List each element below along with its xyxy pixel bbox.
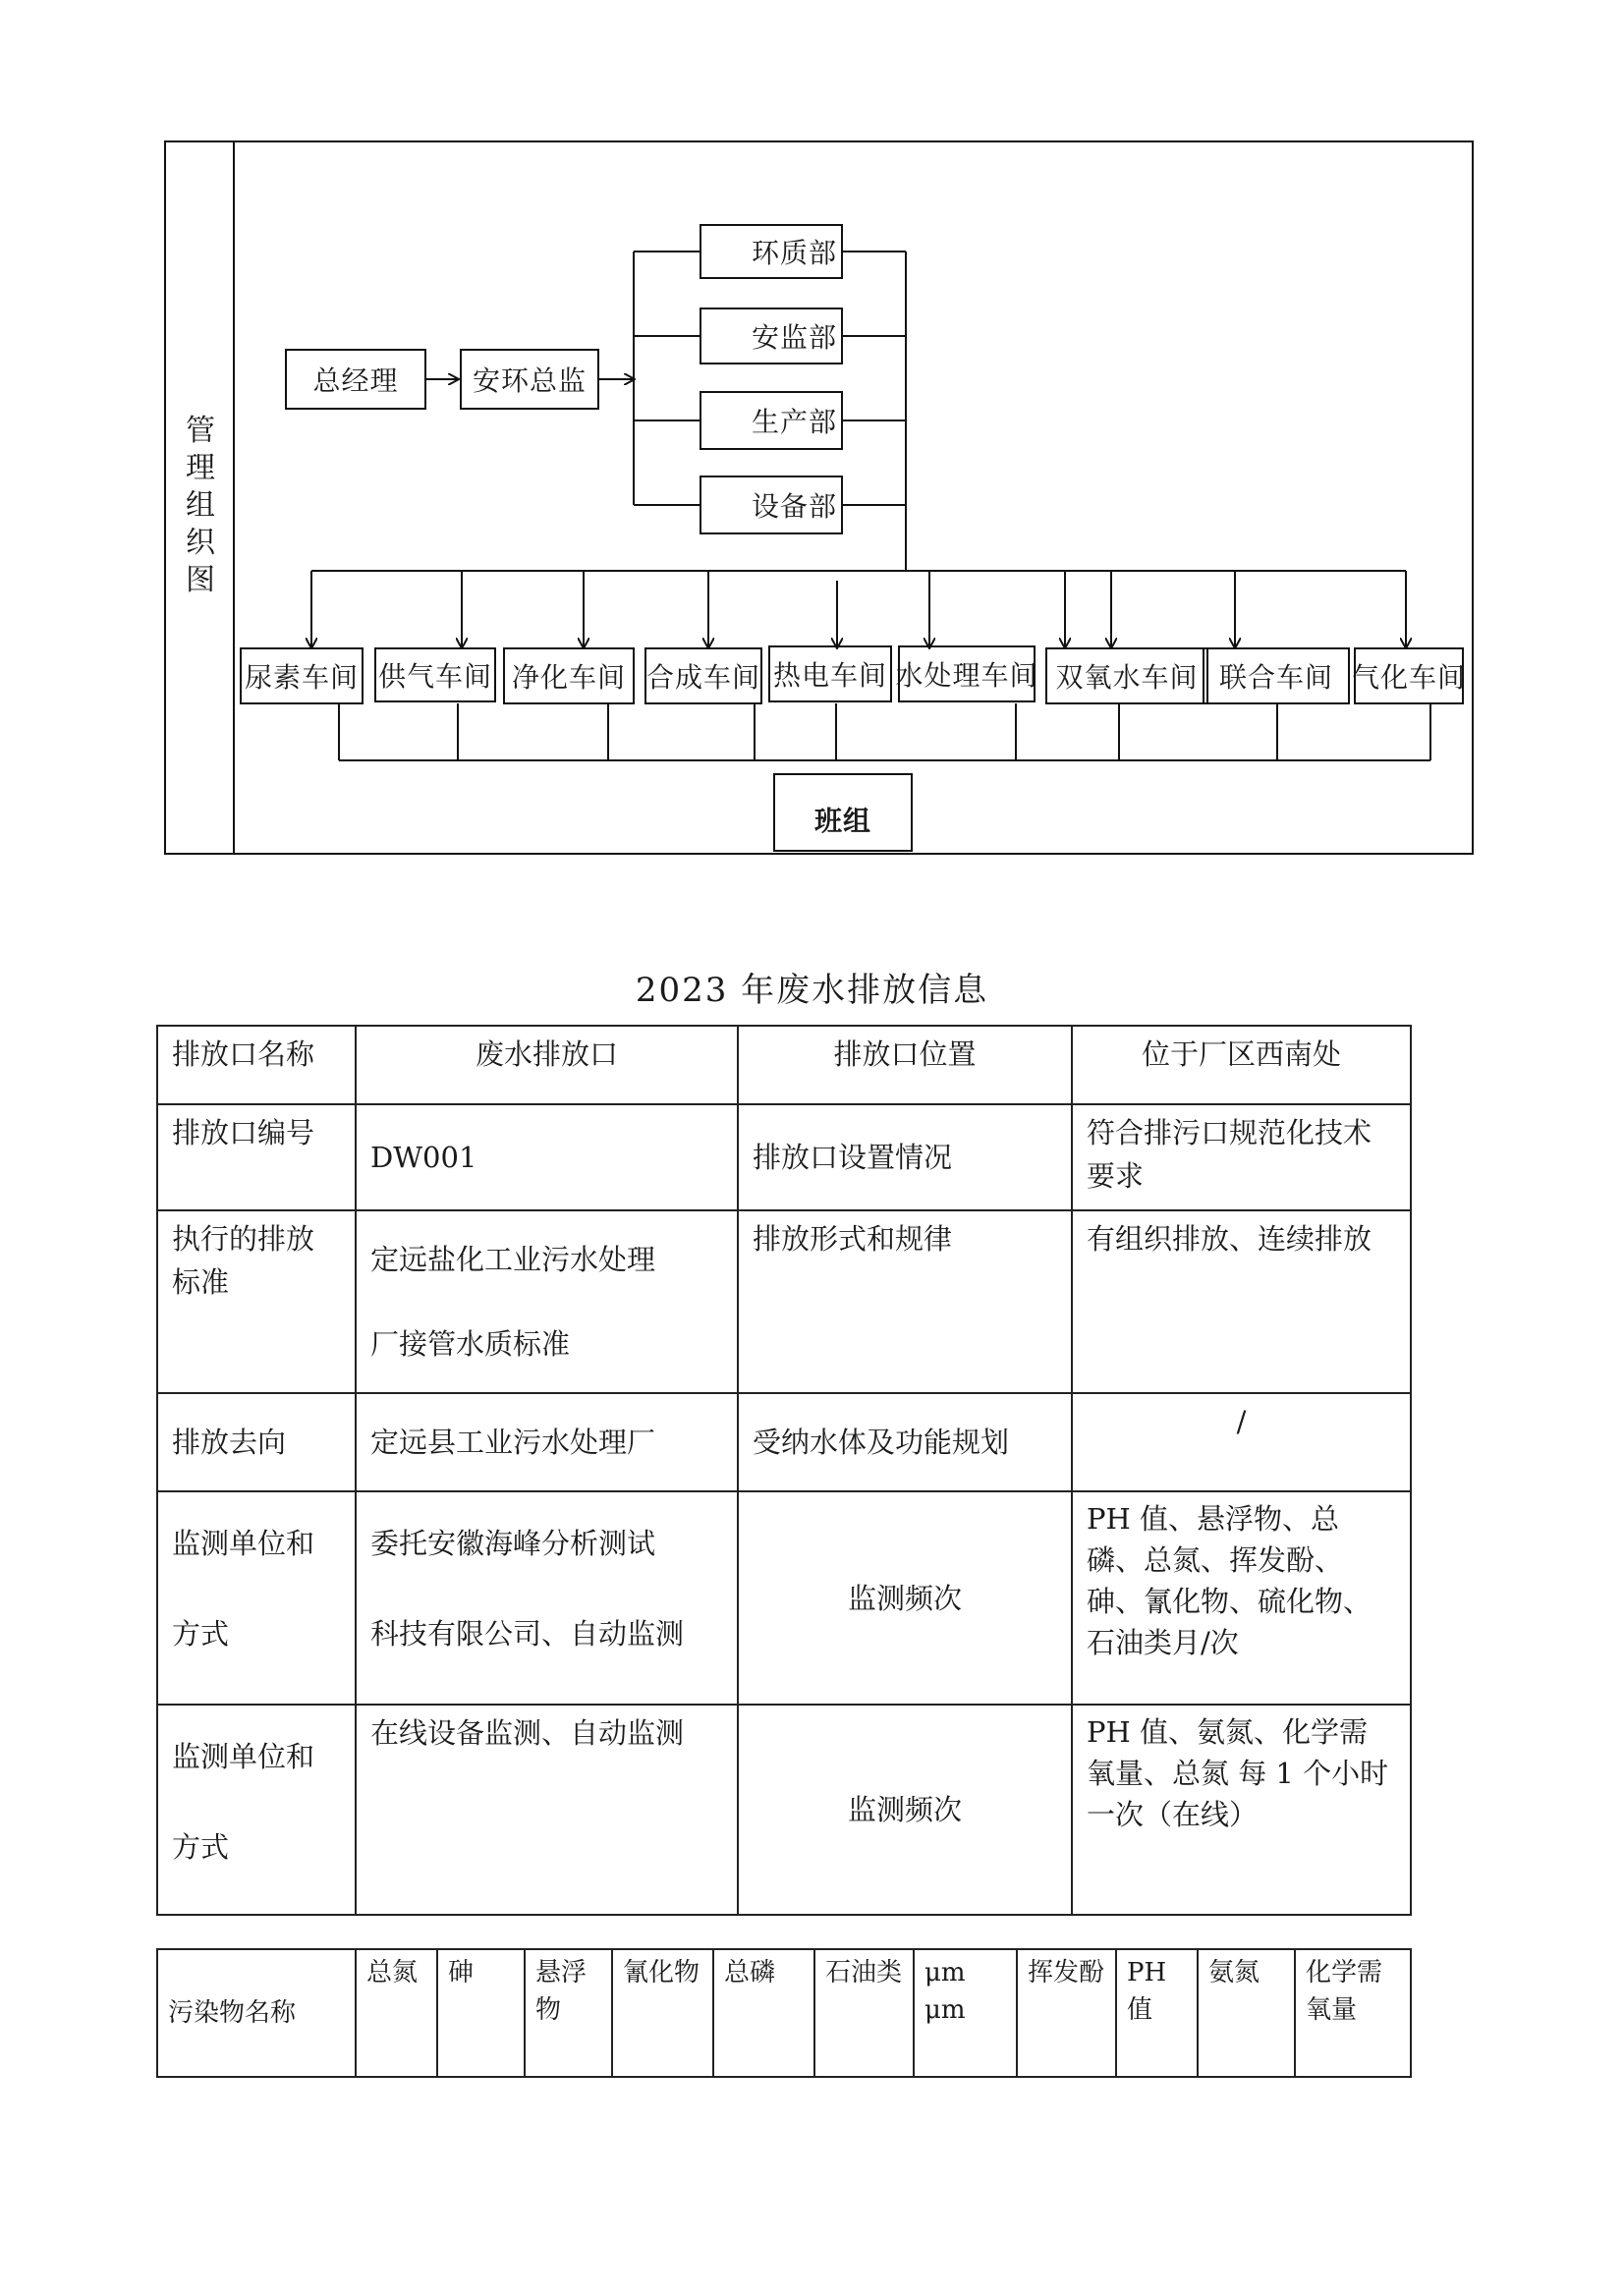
workshop-box-gasification xyxy=(1352,647,1467,704)
pollutant-cell: 总氮 xyxy=(356,1949,437,2077)
pollutant-cell: 挥发酚 xyxy=(1017,1949,1116,2077)
pollutant-header: 污染物名称 xyxy=(157,1949,356,2077)
workshop-box-hydrogen-peroxide xyxy=(1045,647,1208,704)
box-label: 热电车间 xyxy=(772,659,887,692)
pollutant-table xyxy=(156,1948,1412,2078)
table-row xyxy=(157,1104,1411,1210)
team-box xyxy=(773,773,913,852)
standard-label: 执行的排放标准 xyxy=(157,1210,356,1393)
monitoring-frequency-value: PH 值、氨氮、化学需氧量、总氮 每 1 个小时一次（在线） xyxy=(1072,1705,1411,1915)
box-label: 环质部 xyxy=(751,237,837,269)
outlet-setting-label: 排放口设置情况 xyxy=(738,1104,1072,1210)
outlet-number-value: DW001 xyxy=(356,1104,738,1210)
pollutant-cell: 石油类 xyxy=(814,1949,914,2077)
label-line: 监测单位和 xyxy=(172,1740,315,1773)
side-label-char: 管 xyxy=(186,414,215,448)
box-label: 总经理 xyxy=(312,364,399,397)
wastewater-info-table xyxy=(156,1025,1412,1916)
standard-value-line: 厂接管水质标准 xyxy=(370,1327,571,1361)
monitoring-frequency-value: PH 值、悬浮物、总磷、总氮、挥发酚、砷、氰化物、硫化物、石油类月/次 xyxy=(1072,1491,1411,1705)
outlet-setting-value: 符合排污口规范化技术要求 xyxy=(1072,1104,1411,1210)
org-chart-side-divider xyxy=(233,140,235,855)
monitoring-unit-value xyxy=(356,1491,738,1705)
receiving-water-value: / xyxy=(1072,1393,1411,1491)
destination-value: 定远县工业污水处理厂 xyxy=(356,1393,738,1491)
pollutant-cell: PH值 xyxy=(1116,1949,1198,2077)
side-label-char: 组 xyxy=(186,488,215,523)
side-label-char: 图 xyxy=(186,563,215,597)
org-chart-side-label xyxy=(177,413,224,599)
value-line: 科技有限公司、自动监测 xyxy=(370,1617,685,1651)
box-label: 水处理车间 xyxy=(895,659,1038,692)
workshop-box-joint xyxy=(1203,647,1350,704)
monitoring-frequency-label: 监测频次 xyxy=(738,1491,1072,1705)
wastewater-table-title: 2023 年废水排放信息 xyxy=(635,971,989,1010)
box-label: 净化车间 xyxy=(511,661,626,694)
workshop-box-gas-supply xyxy=(374,647,496,702)
outlet-name-label: 排放口名称 xyxy=(157,1026,356,1104)
monitoring-unit-value: 在线设备监测、自动监测 xyxy=(356,1705,738,1915)
value-line: 委托安徽海峰分析测试 xyxy=(370,1527,656,1560)
destination-label: 排放去向 xyxy=(157,1393,356,1491)
dept-box-equipment xyxy=(700,476,843,534)
monitoring-unit-label xyxy=(157,1491,356,1705)
pollutant-cell: 化学需氧量 xyxy=(1295,1949,1411,2077)
box-label: 合成车间 xyxy=(646,661,761,694)
box-label: 双氧水车间 xyxy=(1055,661,1199,694)
receiving-water-label: 受纳水体及功能规划 xyxy=(738,1393,1072,1491)
workshop-box-synthesis xyxy=(644,647,762,704)
standard-value xyxy=(356,1210,738,1393)
general-manager-box xyxy=(285,349,426,410)
discharge-form-label: 排放形式和规律 xyxy=(738,1210,1072,1393)
side-label-char: 织 xyxy=(186,526,215,560)
pollutant-cell: 氰化物 xyxy=(612,1949,713,2077)
monitoring-unit-label xyxy=(157,1705,356,1915)
dept-box-production xyxy=(700,391,843,450)
table-row xyxy=(157,1949,1411,2077)
box-label: 联合车间 xyxy=(1218,661,1333,694)
table-row xyxy=(157,1026,1411,1104)
workshop-box-water-treatment xyxy=(895,645,1038,702)
box-label: 安监部 xyxy=(751,321,837,354)
box-label: 生产部 xyxy=(751,406,837,438)
safety-director-box xyxy=(460,349,599,410)
workshop-box-urea xyxy=(240,647,364,704)
outlet-name-value: 废水排放口 xyxy=(356,1026,738,1104)
box-label: 安环总监 xyxy=(472,364,587,397)
table-row xyxy=(157,1210,1411,1393)
table-row xyxy=(157,1491,1411,1705)
standard-value-line: 定远盐化工业污水处理 xyxy=(370,1243,656,1276)
box-label: 气化车间 xyxy=(1352,661,1467,694)
pollutant-cell: 氨氮 xyxy=(1198,1949,1295,2077)
workshop-box-thermal-power xyxy=(768,645,892,702)
label-line: 方式 xyxy=(172,1830,230,1864)
discharge-form-value: 有组织排放、连续排放 xyxy=(1072,1210,1411,1393)
workshop-box-purification xyxy=(503,647,635,704)
table-row xyxy=(157,1393,1411,1491)
pollutant-cell: 砷 xyxy=(437,1949,525,2077)
dept-box-env-quality xyxy=(700,224,843,279)
side-label-char: 理 xyxy=(186,451,215,485)
outlet-number-label: 排放口编号 xyxy=(157,1104,356,1210)
monitoring-frequency-label: 监测频次 xyxy=(738,1705,1072,1915)
label-line: 监测单位和 xyxy=(172,1527,315,1560)
box-label: 尿素车间 xyxy=(244,661,359,694)
pollutant-cell: 悬浮物 xyxy=(525,1949,612,2077)
box-label: 班组 xyxy=(813,805,871,837)
label-line: 方式 xyxy=(172,1617,230,1651)
outlet-location-value: 位于厂区西南处 xyxy=(1072,1026,1411,1104)
box-label: 设备部 xyxy=(751,490,837,523)
table-row xyxy=(157,1705,1411,1915)
pollutant-cell: 总磷 xyxy=(713,1949,814,2077)
box-label: 供气车间 xyxy=(377,660,492,693)
outlet-location-label: 排放口位置 xyxy=(738,1026,1072,1104)
pollutant-cell: μm μm xyxy=(914,1949,1017,2077)
dept-box-safety xyxy=(700,308,843,364)
